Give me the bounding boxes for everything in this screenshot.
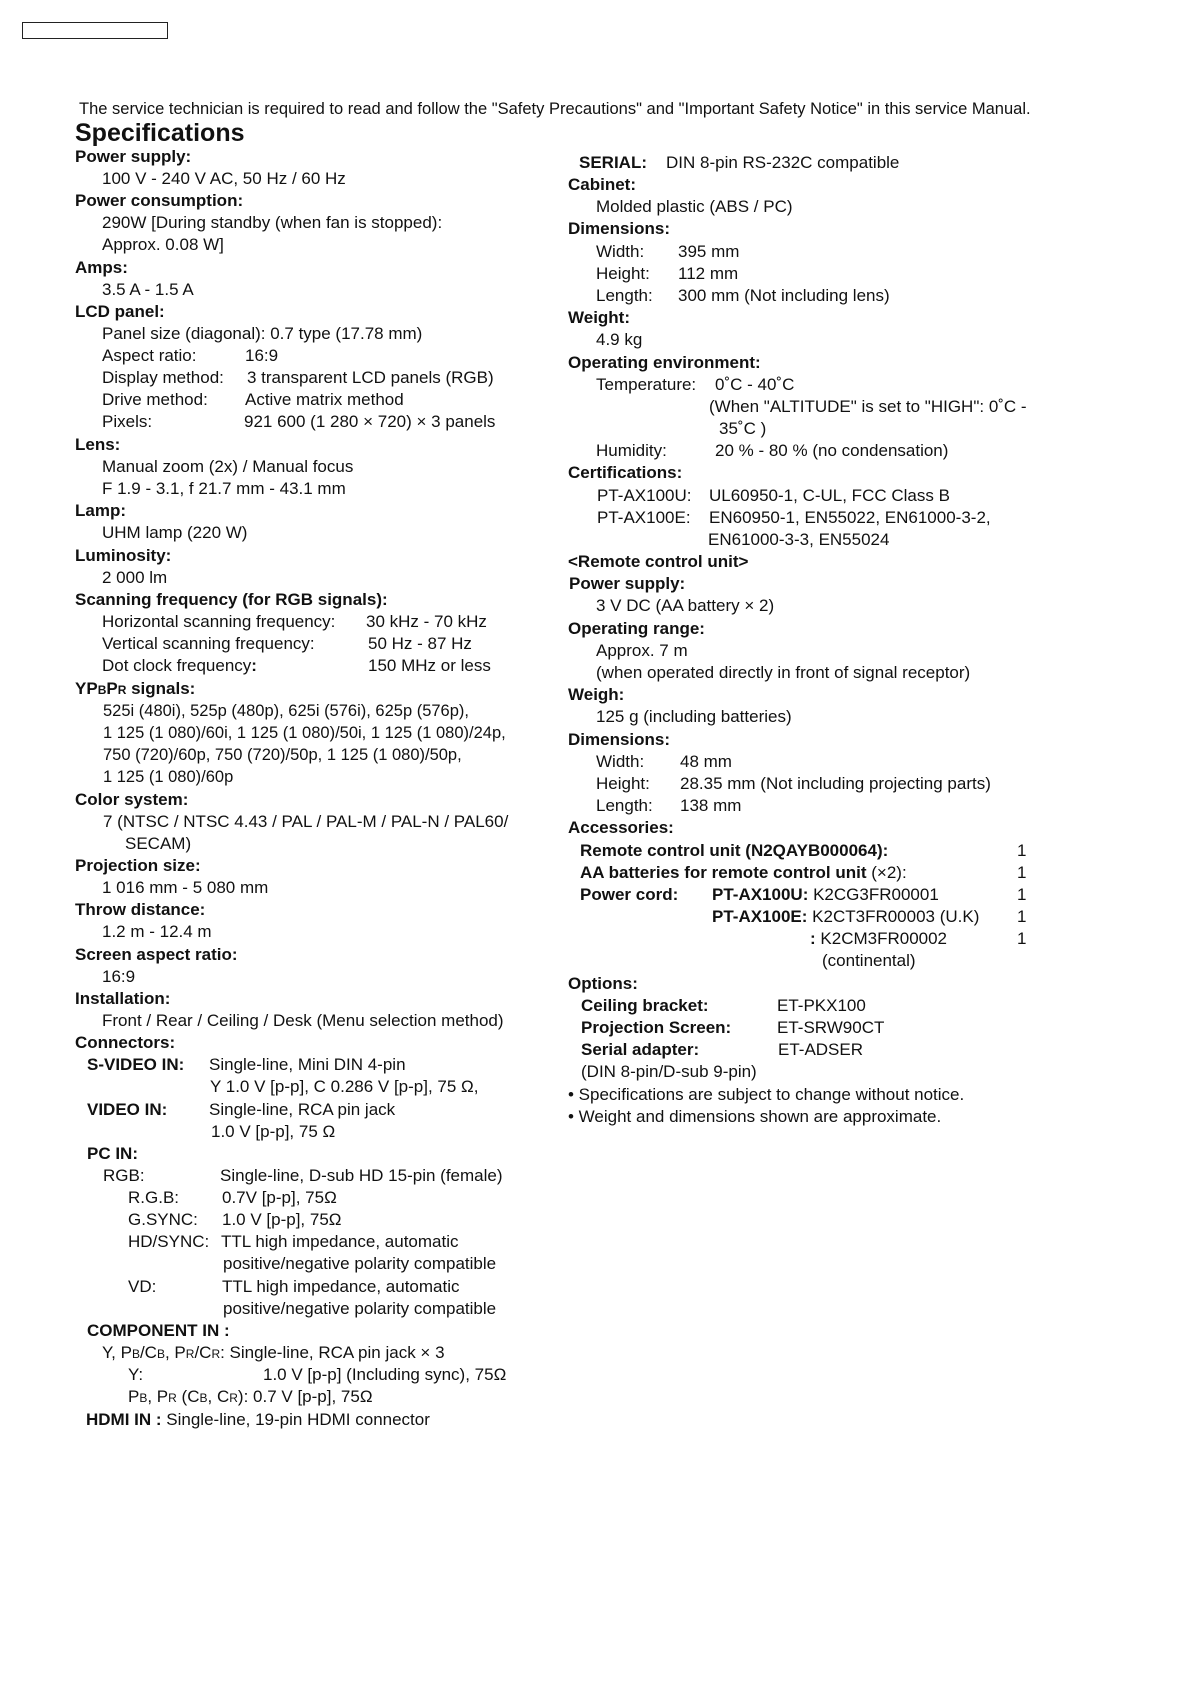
footnote: • Specifications are subject to change without notice. <box>568 1085 965 1104</box>
accessory-item: : K2CM3FR00002 <box>810 929 948 948</box>
svideo-value: Single-line, Mini DIN 4-pin <box>209 1055 406 1074</box>
connectors-heading: Connectors: <box>75 1033 176 1052</box>
lens-heading: Lens: <box>75 435 121 454</box>
option-label: Ceiling bracket: <box>581 996 709 1015</box>
color-system-value: 7 (NTSC / NTSC 4.43 / PAL / PAL-M / PAL-N / PAL60/ <box>103 812 509 831</box>
cabinet-value: Molded plastic (ABS / PC) <box>596 197 793 216</box>
weight-heading: Weight: <box>568 308 631 327</box>
spec-value: positive/negative polarity compatible <box>223 1299 497 1318</box>
lens-value: Manual zoom (2x) / Manual focus <box>102 457 354 476</box>
remote-control-heading: <Remote control unit> <box>568 552 749 571</box>
rc-dimensions-heading: Dimensions: <box>568 730 671 749</box>
spec-value: TTL high impedance, automatic <box>221 1232 459 1251</box>
power-supply-value: 100 V - 240 V AC, 50 Hz / 60 Hz <box>102 169 346 188</box>
weight-value: 4.9 kg <box>596 330 643 349</box>
power-cord-label: Power cord: <box>580 885 679 904</box>
video-label: VIDEO IN: <box>87 1100 168 1119</box>
spec-value: 3 transparent LCD panels (RGB) <box>247 368 494 387</box>
spec-value: 395 mm <box>678 242 740 261</box>
component-signals: Y, PB/CB, PR/CR: Single-line, RCA pin jack × 3 <box>102 1343 445 1362</box>
accessory-qty: 1 <box>1017 885 1027 904</box>
spec-value: 1.0 V [p-p] (Including sync), 75Ω <box>263 1365 507 1384</box>
spec-label: G.SYNC: <box>128 1210 198 1229</box>
installation-heading: Installation: <box>75 989 171 1008</box>
spec-value: 1.0 V [p-p], 75Ω <box>222 1210 342 1229</box>
option-value: ET-ADSER <box>778 1040 864 1059</box>
option-value: ET-SRW90CT <box>777 1018 885 1037</box>
accessory-qty: 1 <box>1017 907 1027 926</box>
screen-aspect-heading: Screen aspect ratio: <box>75 945 238 964</box>
spec-value: (When "ALTITUDE" is set to "HIGH": 0˚C - <box>709 397 1027 416</box>
lamp-heading: Lamp: <box>75 501 126 520</box>
spec-label: Y: <box>128 1365 144 1384</box>
spec-value: 16:9 <box>245 346 279 365</box>
accessory-item: Remote control unit (N2QAYB000064): <box>580 841 889 860</box>
spec-value: Single-line, D-sub HD 15-pin (female) <box>220 1166 503 1185</box>
spec-label: Length: <box>596 286 653 305</box>
projection-size-value: 1 016 mm - 5 080 mm <box>102 878 269 897</box>
option-value: (DIN 8-pin/D-sub 9-pin) <box>581 1062 757 1081</box>
spec-label: Display method: <box>102 368 224 387</box>
ypbpr-value: 525i (480i), 525p (480p), 625i (576i), 625p (576p), <box>103 702 469 720</box>
spec-value: 20 % - 80 % (no condensation) <box>715 441 949 460</box>
scanning-heading: Scanning frequency (for RGB signals): <box>75 590 388 609</box>
power-consumption-value: 290W [During standby (when fan is stopped): <box>102 213 443 232</box>
accessory-item: AA batteries for remote control unit (×2): <box>580 863 907 882</box>
spec-label: Width: <box>596 242 645 261</box>
spec-label: R.G.B: <box>128 1188 180 1207</box>
accessory-item: PT-AX100U: K2CG3FR00001 <box>712 885 939 904</box>
spec-value: 921 600 (1 280 × 720) × 3 panels <box>244 412 496 431</box>
spec-label: HD/SYNC: <box>128 1232 210 1251</box>
ypbpr-value: 1 125 (1 080)/60p <box>103 768 234 786</box>
spec-label: PT-AX100E: <box>597 508 691 527</box>
spec-value: Active matrix method <box>245 390 404 409</box>
spec-label: VD: <box>128 1277 157 1296</box>
safety-notice: The service technician is required to read and follow the "Safety Precautions" and "Important Safety Notice" in this service Manual. <box>79 100 1031 118</box>
cabinet-heading: Cabinet: <box>568 175 636 194</box>
spec-value: 112 mm <box>678 264 739 283</box>
spec-value: 30 kHz - 70 kHz <box>366 612 487 631</box>
accessory-qty: 1 <box>1017 929 1027 948</box>
spec-value: TTL high impedance, automatic <box>222 1277 460 1296</box>
accessory-qty: 1 <box>1017 841 1027 860</box>
spec-label: Length: <box>596 796 653 815</box>
rc-range-value: Approx. 7 m <box>596 641 688 660</box>
video-value: 1.0 V [p-p], 75 Ω <box>211 1122 336 1141</box>
color-system-value: SECAM) <box>125 834 192 853</box>
spec-label: Dot clock frequency: <box>102 656 257 675</box>
serial-label: SERIAL: <box>579 153 647 172</box>
video-value: Single-line, RCA pin jack <box>209 1100 396 1119</box>
serial-value: DIN 8-pin RS-232C compatible <box>666 153 900 172</box>
spec-value: UL60950-1, C-UL, FCC Class B <box>709 486 950 505</box>
spec-label: RGB: <box>103 1166 145 1185</box>
power-supply-heading: Power supply: <box>75 147 192 166</box>
rc-power-supply-value: 3 V DC (AA battery × 2) <box>596 596 775 615</box>
accessory-qty: 1 <box>1017 863 1027 882</box>
component-pbpr: PB, PR (CB, CR): 0.7 V [p-p], 75Ω <box>128 1387 373 1406</box>
throw-distance-value: 1.2 m - 12.4 m <box>102 922 212 941</box>
spec-value: EN61000-3-3, EN55024 <box>708 530 890 549</box>
header-box <box>22 22 168 39</box>
rc-range-value: (when operated directly in front of signal receptor) <box>596 663 971 682</box>
spec-value: 48 mm <box>680 752 732 771</box>
ypbpr-value: 1 125 (1 080)/60i, 1 125 (1 080)/50i, 1 125 (1 080)/24p, <box>103 724 506 742</box>
options-heading: Options: <box>568 974 638 993</box>
pc-in-label: PC IN: <box>87 1144 138 1163</box>
svideo-value: Y 1.0 V [p-p], C 0.286 V [p-p], 75 Ω, <box>210 1077 479 1096</box>
lamp-value: UHM lamp (220 W) <box>102 523 248 542</box>
luminosity-heading: Luminosity: <box>75 546 172 565</box>
hdmi-in: HDMI IN : Single-line, 19-pin HDMI connector <box>86 1410 430 1429</box>
spec-value: 0.7V [p-p], 75Ω <box>222 1188 337 1207</box>
spec-value: positive/negative polarity compatible <box>223 1254 497 1273</box>
ypbpr-value: 750 (720)/60p, 750 (720)/50p, 1 125 (1 080)/50p, <box>103 746 462 764</box>
power-consumption-heading: Power consumption: <box>75 191 244 210</box>
spec-value: EN60950-1, EN55022, EN61000-3-2, <box>709 508 991 527</box>
luminosity-value: 2 000 lm <box>102 568 168 587</box>
throw-distance-heading: Throw distance: <box>75 900 206 919</box>
spec-label: Width: <box>596 752 645 771</box>
spec-value: 150 MHz or less <box>368 656 491 675</box>
option-label: Projection Screen: <box>581 1018 732 1037</box>
spec-label: Height: <box>596 774 650 793</box>
lcd-panel-size: Panel size (diagonal): 0.7 type (17.78 mm) <box>102 324 423 343</box>
amps-heading: Amps: <box>75 258 128 277</box>
rc-power-supply-heading: Power supply: <box>569 574 686 593</box>
amps-value: 3.5 A - 1.5 A <box>102 280 194 299</box>
footnote: • Weight and dimensions shown are approximate. <box>568 1107 942 1126</box>
projection-size-heading: Projection size: <box>75 856 201 875</box>
accessory-item: (continental) <box>822 951 916 970</box>
accessories-heading: Accessories: <box>568 818 674 837</box>
screen-aspect-value: 16:9 <box>102 967 136 986</box>
page-title: Specifications <box>75 119 245 147</box>
spec-label: Horizontal scanning frequency: <box>102 612 336 631</box>
spec-value: 138 mm <box>680 796 742 815</box>
spec-label: Drive method: <box>102 390 208 409</box>
lens-value: F 1.9 - 3.1, f 21.7 mm - 43.1 mm <box>102 479 346 498</box>
dimensions-heading: Dimensions: <box>568 219 671 238</box>
option-label: Serial adapter: <box>581 1040 700 1059</box>
rc-weight-heading: Weigh: <box>568 685 625 704</box>
svideo-label: S-VIDEO IN: <box>87 1055 185 1074</box>
power-consumption-value: Approx. 0.08 W] <box>102 235 224 254</box>
lcd-panel-heading: LCD panel: <box>75 302 165 321</box>
installation-value: Front / Rear / Ceiling / Desk (Menu selection method) <box>102 1011 504 1030</box>
spec-label: Aspect ratio: <box>102 346 197 365</box>
color-system-heading: Color system: <box>75 790 189 809</box>
spec-label: Humidity: <box>596 441 667 460</box>
spec-value: 300 mm (Not including lens) <box>678 286 890 305</box>
spec-value: 28.35 mm (Not including projecting parts) <box>680 774 991 793</box>
component-in-label: COMPONENT IN : <box>87 1321 230 1340</box>
environment-heading: Operating environment: <box>568 353 761 372</box>
certifications-heading: Certifications: <box>568 463 683 482</box>
spec-label: PT-AX100U: <box>597 486 692 505</box>
rc-weight-value: 125 g (including batteries) <box>596 707 792 726</box>
spec-label: Height: <box>596 264 650 283</box>
spec-value: 0˚C - 40˚C <box>715 375 795 394</box>
spec-label: Pixels: <box>102 412 153 431</box>
spec-label: Temperature: <box>596 375 697 394</box>
accessory-item: PT-AX100E: K2CT3FR00003 (U.K) <box>712 907 980 926</box>
spec-value: 50 Hz - 87 Hz <box>368 634 472 653</box>
option-value: ET-PKX100 <box>777 996 866 1015</box>
rc-range-heading: Operating range: <box>568 619 705 638</box>
ypbpr-heading: YPBPR signals: <box>75 679 196 698</box>
spec-label: Vertical scanning frequency: <box>102 634 315 653</box>
spec-value: 35˚C ) <box>719 419 767 438</box>
